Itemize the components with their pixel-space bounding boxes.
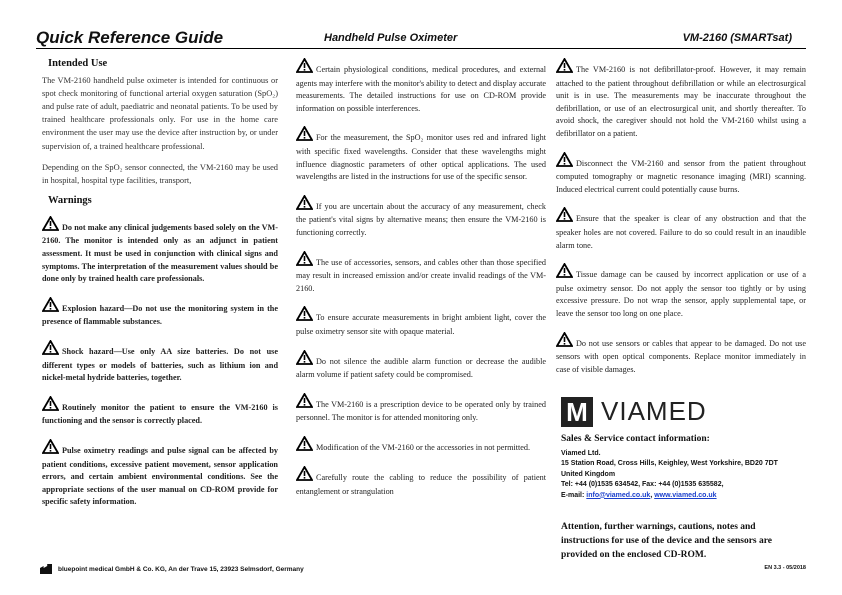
warning-text: Routinely monitor the patient to ensure the VM-2160 is functioning and the sensor is correctly placed.	[42, 402, 278, 426]
warnings-heading: Warnings	[48, 195, 92, 207]
warning-text: For the measurement, the SpO₂ monitor uses red and infrared light with specific fixed wavelengths. Consider that these wavelengths might influence diagnostic parameters of other optical applications. The used wavelengths are listed in the instructions for use of the specific sensor.	[296, 133, 546, 182]
intended-use-text-2: Depending on the SpO₂ sensor connected, the VM-2160 may be used in hospital, hospital type facilities, transport,	[42, 162, 278, 186]
phone: Tel: +44 (0)1535 634542, Fax: +44 (0)1535 635582,	[561, 481, 724, 488]
warning-item	[556, 263, 806, 320]
warning-item	[42, 340, 278, 385]
version-label: EN 3.3 - 05/2018	[764, 565, 806, 571]
warning-item	[556, 207, 806, 252]
manufacturer-address: bluepoint medical GmbH & Co. KG, An der Trave 15, 23923 Selmsdorf, Germany	[58, 565, 304, 573]
warning-triangle-icon	[296, 393, 313, 413]
warning-text: The VM-2160 is not defibrillator-proof. However, it may remain attached to the patient throughout defibrillation or while an electrosurgical unit is in use. The measurements may be inaccurate throughout the defibrillation, or use of an electrosurgical unit, and shortly thereafter. To avoid shock, the caregiver should not hold the VM-2160 whilst using a defibrillator on a patient.	[556, 65, 806, 138]
warning-triangle-icon	[556, 152, 573, 172]
warning-triangle-icon	[296, 58, 313, 78]
warning-triangle-icon	[42, 396, 59, 416]
warning-triangle-icon	[556, 58, 573, 78]
warnings-list	[296, 58, 546, 499]
document-title: Quick Reference Guide	[36, 28, 224, 47]
separator: ,	[650, 491, 655, 499]
model-name: VM-2160 (SMARTsat)	[682, 32, 792, 44]
warning-text: Do not use sensors or cables that appear to be damaged. Do not use sensors with open optical components. Replace monitor immediately in case of visible damages.	[556, 338, 806, 374]
warning-item	[296, 466, 546, 498]
viamed-logo	[561, 396, 707, 427]
warning-item	[556, 58, 806, 141]
warning-item	[296, 436, 546, 456]
warning-text: If you are uncertain about the accuracy of any measurement, check the patient's vital signs by alternative means; then ensure the VM-2160 is functioning correctly.	[296, 201, 546, 237]
website-link[interactable]: www.viamed.co.uk	[654, 491, 717, 499]
warning-text: Do not make any clinical judgements based solely on the VM-2160. The monitor is intended only as an adjunct in patient assessment. It must be used in conjunction with clinical signs and symptoms. The interpretation of the measurement values should be done only by trained health care professionals.	[42, 222, 278, 284]
warning-text: Carefully route the cabling to reduce the possibility of patient entanglement or strangulation	[296, 473, 546, 497]
warning-triangle-icon	[556, 207, 573, 227]
column-2	[296, 58, 546, 510]
warning-item	[296, 251, 546, 296]
warning-triangle-icon	[42, 439, 59, 459]
warning-text: Explosion hazard—Do not use the monitoring system in the presence of flammable substances.	[42, 303, 278, 327]
warning-triangle-icon	[296, 350, 313, 370]
warning-item	[42, 396, 278, 428]
contact-heading: Sales & Service contact information:	[561, 434, 710, 444]
warning-triangle-icon	[296, 306, 313, 326]
product-name: Handheld Pulse Oximeter	[324, 32, 458, 44]
warning-item	[296, 58, 546, 115]
warning-text: Tissue damage can be caused by incorrect application or use of a pulse oximetry sensor. Do not apply the sensor too tightly or by using excessive pressure. Do not wrap the sensor, apply supplemental tape, or leave the sensor too long on one place.	[556, 270, 806, 318]
warning-text: Ensure that the speaker is clear of any obstruction and that the speaker holes are not covered. Failure to do so could result in an inaudible alarm tone.	[556, 214, 806, 250]
warning-triangle-icon	[296, 195, 313, 215]
warning-text: Disconnect the VM-2160 and sensor from the patient throughout computed tomography or magnetic resonance imaging (MRI) scanning. Induced electrical current could potentially cause burns.	[556, 158, 806, 194]
warning-text: Modification of the VM-2160 or the accessories in not permitted.	[316, 442, 531, 452]
country: United Kingdom	[561, 470, 616, 478]
manufacturer-footer	[40, 564, 304, 574]
warning-triangle-icon	[556, 263, 573, 283]
warning-triangle-icon	[42, 297, 59, 317]
intended-use-text: The VM-2160 handheld pulse oximeter is intended for continuous or spot check monitoring of functional arterial oxygen saturation (SpO₂) and pulse rate of adult, paediatric and neonatal patients. To be used by trained healthcare professionals only. For use in the home care environment the user may use the device after instruction by, or under supervision of, a trained healthcare professional.	[42, 75, 278, 151]
warning-item	[42, 297, 278, 329]
address: 15 Station Road, Cross Hills, Keighley, West Yorkshire, BD20 7DT	[561, 460, 778, 467]
warning-text: To ensure accurate measurements in bright ambient light, cover the pulse oximetry sensor site with opaque material.	[296, 313, 546, 336]
warning-triangle-icon	[42, 216, 59, 236]
column-1	[42, 58, 278, 520]
manufacturer-icon	[40, 564, 52, 574]
email-link[interactable]: info@viamed.co.uk	[586, 491, 651, 499]
warning-triangle-icon	[296, 466, 313, 486]
warning-item	[296, 195, 546, 240]
column-3	[556, 58, 806, 387]
warning-item	[296, 306, 546, 338]
warning-item	[296, 350, 546, 382]
contact-info	[561, 434, 778, 501]
warnings-list	[42, 216, 278, 509]
warning-text: Pulse oximetry readings and pulse signal can be affected by patient conditions, excessive patient movement, sensor application errors, and certain ambient environmental conditions. See the appropriate sections of the user manual on CD-ROM provide for specific safety information.	[42, 445, 278, 507]
logo-mark: M	[561, 397, 593, 427]
warning-triangle-icon	[556, 332, 573, 352]
warning-triangle-icon	[296, 436, 313, 456]
warning-item	[556, 332, 806, 377]
attention-note: Attention, further warnings, cautions, notes and instructions for use of the device and the sensors are provided on the enclosed CD-ROM.	[561, 522, 773, 560]
warning-item	[556, 152, 806, 197]
warning-triangle-icon	[296, 251, 313, 271]
warnings-list	[556, 58, 806, 376]
warning-triangle-icon	[296, 126, 313, 146]
intended-use-heading: Intended Use	[48, 58, 108, 69]
warning-text: Do not silence the audible alarm function or decrease the audible alarm volume if patient safety could be compromised.	[296, 356, 546, 380]
warning-item	[296, 126, 546, 183]
company: Viamed Ltd.	[561, 449, 601, 457]
warning-item	[296, 393, 546, 425]
warning-item	[42, 439, 278, 509]
page-header	[36, 28, 806, 49]
warning-text: The VM-2160 is a prescription device to be operated only by trained personnel. The monitor is for attended monitoring only.	[296, 399, 546, 423]
warning-text: The use of accessories, sensors, and cables other than those specified may result in increased emission and/or create invalid readings of the VM-2160.	[296, 257, 546, 293]
warning-item	[42, 216, 278, 286]
logo-name: VIAMED	[601, 396, 707, 426]
email-label: E-mail:	[561, 491, 587, 499]
warning-text: Certain physiological conditions, medical procedures, and external agents may interfere with the monitor's ability to detect and display accurate measurements. The detailed instructions for use on CD-ROM provide information on possible interferences.	[296, 65, 546, 113]
warning-triangle-icon	[42, 340, 59, 360]
warning-text: Shock hazard—Use only AA size batteries. Do not use different types or models of batteries, such as lithium ion and nickel-metal hydride batteries, together.	[42, 346, 278, 383]
